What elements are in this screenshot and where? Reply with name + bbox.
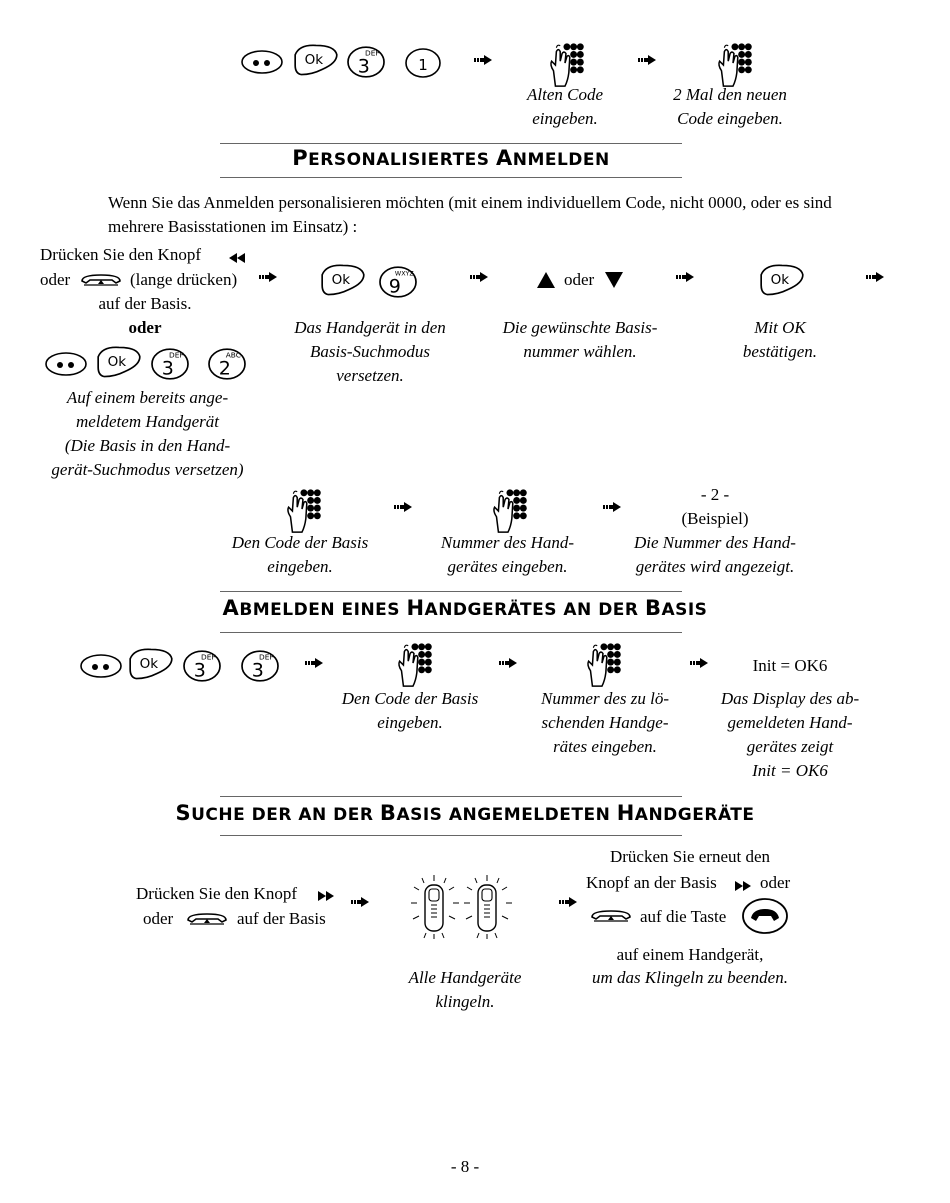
keypad-icon	[713, 42, 753, 88]
svg-text:9: 9	[388, 275, 401, 298]
section-heading-personalisiertes-anmelden: PERSONALISIERTES ANMELDEN	[292, 146, 610, 170]
fast-forward-button-icon	[735, 881, 751, 891]
down-triangle-icon	[605, 272, 623, 288]
svg-text:WXYZ: WXYZ	[394, 270, 414, 278]
svg-text:3: 3	[161, 357, 174, 380]
divider	[220, 632, 682, 633]
s2-init-display: Init = OK6	[752, 656, 828, 675]
s3-middle-caption: Alle Handgeräte klingeln.	[408, 968, 522, 1011]
left-line-3: auf der Basis.	[98, 294, 192, 313]
s3-right-line-5: um das Klingeln zu beenden.	[592, 968, 788, 987]
three-key	[344, 44, 388, 80]
three-key	[180, 648, 224, 684]
s3-right-line-1: Drücken Sie erneut den	[609, 847, 771, 866]
svg-text:2: 2	[218, 357, 231, 380]
step3-oder: oder	[564, 270, 595, 289]
end-call-key-icon	[741, 896, 789, 936]
s3-left-line-2b: auf der Basis	[237, 909, 326, 928]
rewind-button-icon	[229, 253, 245, 263]
left-line-2b: (lange drücken)	[130, 270, 238, 289]
keypad-icon	[545, 42, 585, 88]
keypad-icon	[488, 488, 528, 534]
arrow-icon	[866, 272, 884, 282]
arrow-icon	[394, 502, 412, 512]
s2-caption-c: Das Display des ab- gemeldeten Hand- gerätes zeigt Init = OK6	[720, 689, 860, 780]
section-heading-suche: SUCHE DER AN DER BASIS ANGEMELDETEN HANDGERÄTE	[175, 801, 755, 825]
divider	[220, 591, 682, 592]
divider	[220, 143, 682, 144]
row2-display: - 2 - (Beispiel)	[681, 485, 749, 528]
s3-left-line-1: Drücken Sie den Knopf	[136, 884, 297, 903]
svg-text:DEF: DEF	[169, 350, 184, 360]
svg-text:Ok: Ok	[770, 272, 790, 289]
svg-text:Ok: Ok	[331, 272, 351, 289]
dots-key-icon	[240, 47, 284, 77]
ok-key	[318, 262, 368, 298]
divider	[220, 177, 682, 178]
arrow-icon	[474, 55, 492, 65]
up-triangle-icon	[537, 272, 555, 288]
dots-key-icon	[79, 651, 123, 681]
svg-text:1: 1	[418, 56, 428, 74]
dots-key-icon	[44, 349, 88, 379]
svg-text:DEF: DEF	[201, 652, 216, 662]
svg-text:ABC: ABC	[225, 350, 241, 360]
left-line-1: Drücken Sie den Knopf	[40, 245, 201, 264]
keypad-icon	[282, 488, 322, 534]
s3-left-line-2a: oder	[143, 909, 174, 928]
three-key	[238, 648, 282, 684]
arrow-icon	[559, 897, 577, 907]
step2-caption: Das Handgerät in den Basis-Suchmodus versetzen.	[294, 318, 446, 385]
arrow-icon	[690, 658, 708, 668]
svg-text:Ok: Ok	[107, 354, 127, 371]
caption-old-code: Alten Code eingeben.	[526, 85, 603, 128]
section-heading-abmelden: ABMELDEN EINES HANDGERÄTES AN DER BASIS	[222, 596, 708, 620]
ringing-handset-icon	[463, 874, 513, 940]
svg-text:DEF: DEF	[365, 48, 380, 58]
left-caption: Auf einem bereits ange- meldetem Handgerät (Die Basis in den Hand- gerät-Suchmodus versetzen)	[51, 388, 244, 479]
intro-paragraph: Wenn Sie das Anmelden personalisieren möchten (mit einem individuellem Code, nicht 0000, oder es sind mehrere Basisstationen im Einsatz) :	[108, 193, 832, 236]
step3-caption: Die gewünschte Basis- nummer wählen.	[502, 318, 658, 361]
hook-button-icon	[185, 911, 229, 927]
arrow-icon	[676, 272, 694, 282]
hook-button-icon	[589, 908, 633, 924]
page-number: - 8 -	[450, 1157, 480, 1176]
svg-text:3: 3	[193, 659, 206, 682]
arrow-icon	[638, 55, 656, 65]
arrow-icon	[351, 897, 369, 907]
fast-forward-button-icon	[318, 891, 334, 901]
arrow-icon	[499, 658, 517, 668]
arrow-icon	[305, 658, 323, 668]
svg-text:DEF: DEF	[259, 652, 274, 662]
s2-caption-a: Den Code der Basis eingeben.	[341, 689, 479, 732]
ok-key	[291, 42, 341, 78]
nine-key	[376, 264, 420, 300]
svg-text:3: 3	[251, 659, 264, 682]
svg-text:3: 3	[357, 55, 370, 78]
divider	[220, 796, 682, 797]
s2-caption-b: Nummer des zu lö- schenden Handge- rätes eingeben.	[541, 689, 669, 756]
left-line-2: oder	[40, 270, 71, 289]
keypad-icon	[393, 642, 433, 688]
divider	[220, 835, 682, 836]
row2-caption-a: Den Code der Basis eingeben.	[231, 533, 369, 576]
three-key	[148, 346, 192, 382]
s3-right-line-2b: oder	[760, 873, 791, 892]
step4-caption: Mit OK bestätigen.	[742, 318, 818, 361]
s3-right-line-2a: Knopf an der Basis	[586, 873, 717, 892]
one-key	[400, 46, 446, 80]
s3-right-line-3: auf die Taste	[640, 907, 727, 926]
ok-key	[94, 344, 144, 380]
svg-text:Ok: Ok	[139, 656, 159, 673]
left-oder: oder	[128, 318, 162, 337]
arrow-icon	[470, 272, 488, 282]
ok-key-label: Ok	[304, 52, 324, 69]
row2-caption-b: Nummer des Hand- gerätes eingeben.	[440, 533, 575, 576]
caption-new-code: 2 Mal den neuen Code eingeben.	[673, 85, 787, 128]
ringing-handset-icon	[410, 874, 460, 940]
ok-key	[126, 646, 176, 682]
s3-right-line-4: auf einem Handgerät,	[616, 945, 764, 964]
row2-caption-c: Die Nummer des Hand- gerätes wird angezeigt.	[634, 533, 796, 576]
arrow-icon	[259, 272, 277, 282]
hook-button-icon	[79, 272, 123, 288]
two-key	[205, 346, 249, 382]
ok-key	[757, 262, 807, 298]
keypad-icon	[582, 642, 622, 688]
